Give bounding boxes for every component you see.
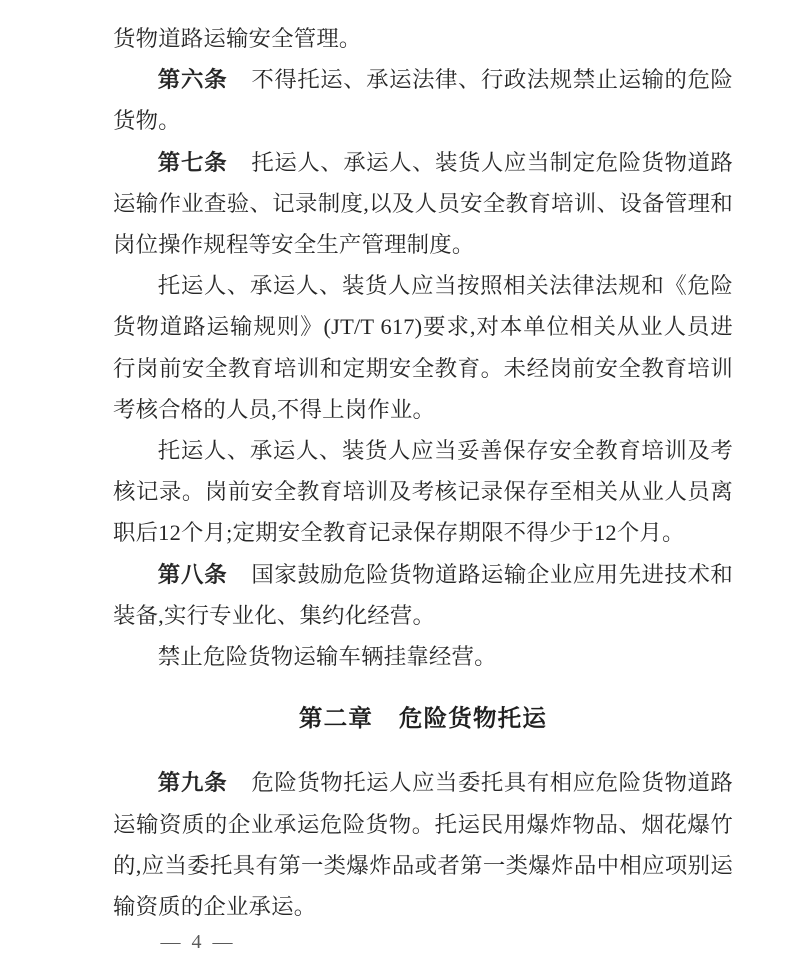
article-9-label: 第九条 — [157, 770, 228, 796]
article-8-paragraph-2: 禁止危险货物运输车辆挂靠经营。 — [157, 644, 497, 670]
chapter-spacer-bottom — [113, 740, 733, 762]
document-text-column — [113, 18, 733, 927]
page-number-footer: — 4 — — [160, 931, 236, 953]
article-8-label: 第八条 — [157, 561, 228, 587]
article-7-label: 第七条 — [157, 149, 228, 175]
article-9 — [113, 762, 733, 927]
chapter-2-heading — [113, 699, 733, 740]
article-7-paragraph-2: 托运人、承运人、装货人应当按照相关法律法规和《危险货物道路运输规则》(JT/T 617)要求,对本单位相关从业人员进行岗前安全教育培训和定期安全教育。未经岗前安全教育培训考核合格的人员,不得上岗作业。 — [113, 273, 733, 422]
article-8 — [113, 554, 733, 636]
article-7-paragraph-3: 托运人、承运人、装货人应当妥善保存安全教育培训及考核记录。岗前安全教育培训及考核记录保存至相关从业人员离职后12个月;定期安全教育记录保存期限不得少于12个月。 — [113, 438, 733, 546]
paragraph-continuation: 货物道路运输安全管理。 — [113, 26, 362, 51]
article-6 — [113, 59, 733, 141]
article-9-text: 危险货物托运人应当委托具有相应危险货物道路运输资质的企业承运危险货物。托运民用爆炸物品、烟花爆竹的,应当委托具有第一类爆炸品或者第一类爆炸品中相应项别运输资质的企业承运。 — [113, 770, 733, 920]
article-8-text: 国家鼓励危险货物道路运输企业应用先进技术和装备,实行专业化、集约化经营。 — [113, 561, 733, 628]
chapter-2-title: 危险货物托运 — [398, 706, 548, 733]
article-6-label: 第六条 — [157, 67, 228, 93]
article-6-text: 不得托运、承运法律、行政法规禁止运输的危险货物。 — [113, 67, 733, 134]
chapter-spacer-top — [113, 677, 733, 699]
chapter-2-label: 第二章 — [298, 706, 374, 733]
article-7-text: 托运人、承运人、装货人应当制定危险货物道路运输作业查验、记录制度,以及人员安全教育培训、设备管理和岗位操作规程等安全生产管理制度。 — [113, 149, 733, 258]
article-7 — [113, 142, 733, 266]
